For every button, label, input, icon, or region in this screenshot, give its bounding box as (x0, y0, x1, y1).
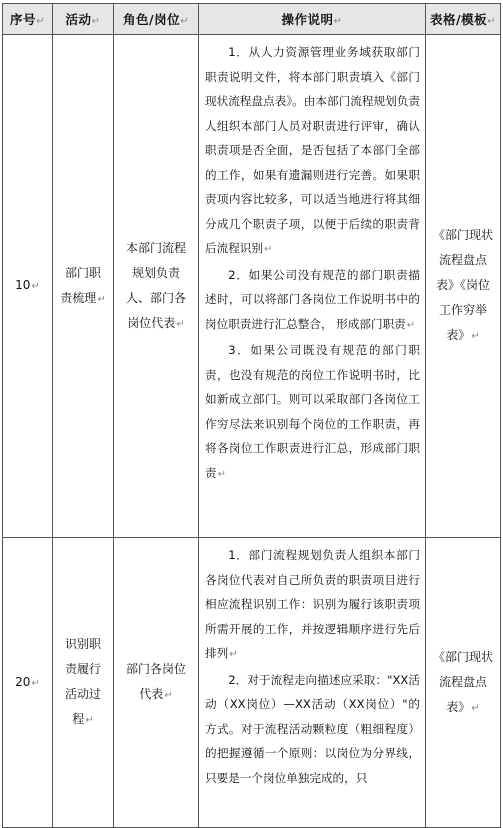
header-row (3, 4, 501, 35)
process-table (2, 3, 501, 828)
templates-cell: 《部门现状流程盘点表》↵ (426, 538, 501, 828)
header-seq: 序号↵ (3, 4, 53, 35)
header-activity: 活动↵ (53, 4, 114, 35)
steps-cell (199, 35, 426, 538)
header-templates: 表格/模板↵ (426, 4, 501, 35)
templates-cell: 《部门现状流程盘点表》《岗位工作穷举表》↵ (426, 35, 501, 538)
step-text: 1．部门流程规划负责人组织本部门各岗位代表对自己所负责的职责项目进行相应流程识别工作：识别为履行该职责项所需开展的工作，并按逻辑顺序进行先后排列↵ (205, 548, 420, 660)
role-cell: 本部门流程规划负责人、部门各岗位代表↵ (114, 35, 199, 538)
step-text: 3．如果公司既没有规范的部门职责，也没有规范的岗位工作说明书时，比如新成立部门。则可以采取部门各岗位工作穷尽法来识别每个岗位的工作职责，再将各岗位工作职责进行汇总，形成部门职责↵ (205, 343, 420, 480)
step-text: 1．从人力资源管理业务域获取部门职责说明文件，将本部门职责填入《部门现状流程盘点表》。由本部门流程规划负责人组织本部门人员对职责进行评审，确认职责项是否全面，是否包括了本部门全部的工作，如果有遗漏则进行完善。如果职责项内容比较多，可以适当地进行将其细分成几个职责子项，以便于后续的职责背后流程识别↵ (205, 45, 420, 255)
step-text: 2．如果公司没有规范的部门职责描述时，可以将部门各岗位工作说明书中的岗位职责进行汇总整合， 形成部门职责↵ (205, 267, 420, 331)
activity-cell: 识别职责履行活动过程↵ (53, 538, 114, 828)
step-text: 2．对于流程走向描述应采取："XX活动（XX岗位）—XX活动（XX岗位）"的方式。对于流程活动颗粒度（粗细程度）的把握遵循一个原则：以岗位为分界线，只要是一个岗位单独完成的，只 (205, 672, 420, 785)
seq-cell: 10↵ (3, 35, 53, 538)
header-steps: 操作说明↵ (199, 4, 426, 35)
table-row (3, 35, 501, 538)
steps-cell (199, 538, 426, 828)
activity-cell: 部门职责梳理↵ (53, 35, 114, 538)
role-cell: 部门各岗位代表↵ (114, 538, 199, 828)
header-role: 角色/岗位↵ (114, 4, 199, 35)
seq-cell: 20↵ (3, 538, 53, 828)
table-row (3, 538, 501, 828)
